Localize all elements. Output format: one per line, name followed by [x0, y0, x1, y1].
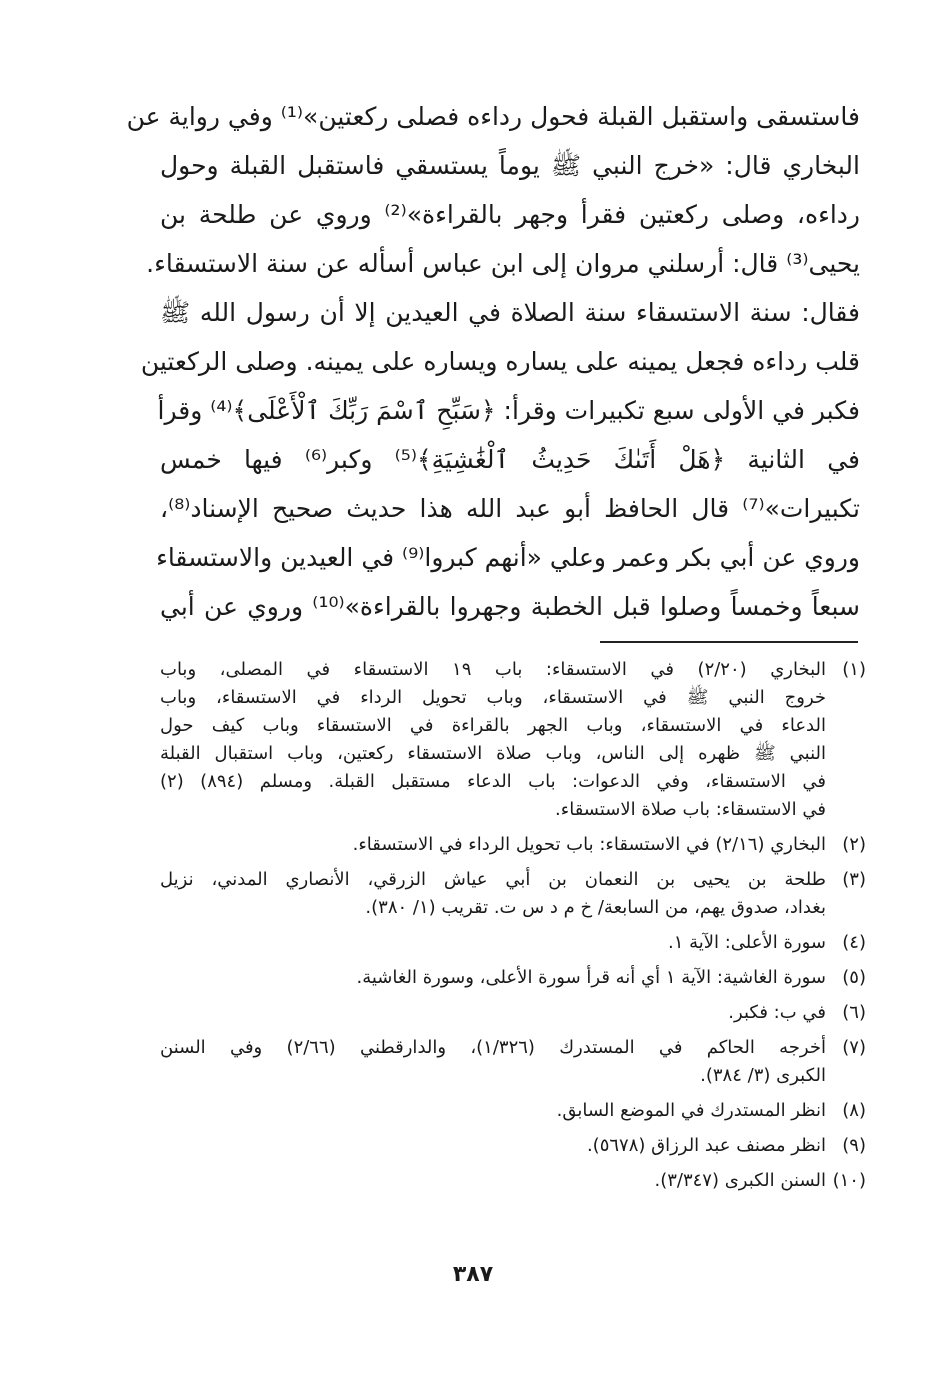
main-text — [126, 92, 860, 631]
body-line: فقال: سنة الاستسقاء سنة الصلاة في العيدين إلا أن رسول الله ﷺ — [160, 298, 860, 327]
page-number: ٣٨٧ — [452, 1262, 494, 1287]
footnote-line: الدعاء في الاستسقاء، وباب الجهر بالقراءة في الاستسقاء وباب كيف حول — [160, 715, 826, 736]
footnote-line: سورة الأعلى: الآية ١. — [667, 932, 826, 953]
footnote-body — [160, 999, 826, 1027]
footnote-number: (٥) — [842, 967, 866, 988]
footnote-line: النبي ﷺ ظهره إلى الناس، وباب صلاة الاستسقاء ركعتين، وباب استقبال القبلة — [160, 743, 826, 764]
footnote-number: (٧) — [842, 1037, 866, 1058]
footnote-2 — [160, 831, 866, 859]
footnote-separator — [600, 641, 858, 643]
footnote-body — [160, 964, 826, 992]
footnote-body — [160, 929, 826, 957]
footnote-body — [160, 866, 826, 922]
body-line: فكبر في الأولى سبع تكبيرات وقرأ: ﴿سَبِّحِ ٱسْمَ رَبِّكَ ٱلْأَعْلَى﴾⁽⁴⁾ وقرأ — [157, 396, 860, 425]
footnote-line: بغداد، صدوق يهم، من السابعة/ خ م د س ت. تقريب (١/ ٣٨٠). — [365, 897, 826, 918]
footnote-number: (٢) — [842, 834, 866, 855]
body-line: في الثانية ﴿هَلْ أَتَىٰكَ حَدِيثُ ٱلْغَٰشِيَةِ﴾⁽⁵⁾ وكبر⁽⁶⁾ فيها خمس — [160, 445, 860, 474]
footnote-line: انظر مصنف عبد الرزاق (٥٦٧٨). — [586, 1135, 826, 1156]
footnotes — [160, 656, 866, 1202]
footnote-1 — [160, 656, 866, 824]
footnote-line: أخرجه الحاكم في المستدرك (١/٣٢٦)، والدارقطني (٢/٦٦) وفي السنن — [160, 1037, 826, 1058]
footnote-number: (١) — [842, 659, 866, 680]
footnote-4 — [160, 929, 866, 957]
footnote-6 — [160, 999, 866, 1027]
footnote-number: (٤) — [842, 932, 866, 953]
footnote-10 — [160, 1167, 866, 1195]
footnote-number: (١٠) — [832, 1170, 866, 1191]
body-line: وروي عن أبي بكر وعمر وعلي «أنهم كبروا⁽⁹⁾ في العيدين والاستسقاء — [156, 543, 860, 572]
footnote-line: في الاستسقاء، وفي الدعوات: باب الدعاء مستقبل القبلة. ومسلم (٨٩٤) (٢) — [160, 771, 826, 792]
footnote-body — [160, 1132, 826, 1160]
footnote-9 — [160, 1132, 866, 1160]
body-line: قلب رداءه فجعل يمينه على يساره ويساره على يمينه. وصلى الركعتين — [140, 347, 860, 376]
body-line: يحيى⁽³⁾ قال: أرسلني مروان إلى ابن عباس أسأله عن سنة الاستسقاء. — [146, 249, 860, 278]
footnote-body — [160, 831, 826, 859]
footnote-line: الكبرى (٣/ ٣٨٤). — [700, 1065, 826, 1086]
footnote-number: (٩) — [842, 1135, 866, 1156]
footnote-line: في ب: فكبر. — [728, 1002, 826, 1023]
footnote-7 — [160, 1034, 866, 1090]
footnote-body — [160, 1167, 826, 1195]
footnote-5 — [160, 964, 866, 992]
footnote-line: البخاري (٢/٢٠) في الاستسقاء: باب ١٩ الاستسقاء في المصلى، وباب — [160, 659, 826, 680]
body-line: سبعاً وخمساً وصلوا قبل الخطبة وجهروا بالقراءة»⁽¹⁰⁾ وروي عن أبي — [160, 592, 860, 621]
body-line: البخاري قال: «خرج النبي ﷺ يوماً يستسقي فاستقبل القبلة وحول — [160, 151, 860, 180]
footnote-line: السنن الكبرى (٣/٣٤٧). — [654, 1170, 826, 1191]
footnote-body — [160, 1097, 826, 1125]
footnote-8 — [160, 1097, 866, 1125]
footnote-3 — [160, 866, 866, 922]
footnote-line: في الاستسقاء: باب صلاة الاستسقاء. — [555, 799, 826, 820]
footnote-number: (٨) — [842, 1100, 866, 1121]
body-line: تكبيرات»⁽⁷⁾ قال الحافظ أبو عبد الله هذا حديث صحيح الإسناد⁽⁸⁾، — [160, 494, 860, 523]
body-line: رداءه، وصلى ركعتين فقرأ وجهر بالقراءة»⁽²⁾ وروي عن طلحة بن — [160, 200, 860, 229]
footnote-line: طلحة بن يحيى بن النعمان بن أبي عياش الزرقي، الأنصاري المدني، نزيل — [160, 869, 826, 890]
footnote-line: خروج النبي ﷺ في الاستسقاء، وباب تحويل الرداء في الاستسقاء، وباب — [160, 687, 826, 708]
footnote-line: سورة الغاشية: الآية ١ أي أنه قرأ سورة الأعلى، وسورة الغاشية. — [356, 967, 826, 988]
footnote-line: انظر المستدرك في الموضع السابق. — [556, 1100, 826, 1121]
footnote-line: البخاري (٢/١٦) في الاستسقاء: باب تحويل الرداء في الاستسقاء. — [352, 834, 826, 855]
footnote-body — [160, 656, 826, 824]
body-line: فاستسقى واستقبل القبلة فحول رداءه فصلى ركعتين»⁽¹⁾ وفي رواية عن — [126, 102, 860, 131]
footnote-number: (٦) — [842, 1002, 866, 1023]
footnote-body — [160, 1034, 826, 1090]
footnote-number: (٣) — [842, 869, 866, 890]
